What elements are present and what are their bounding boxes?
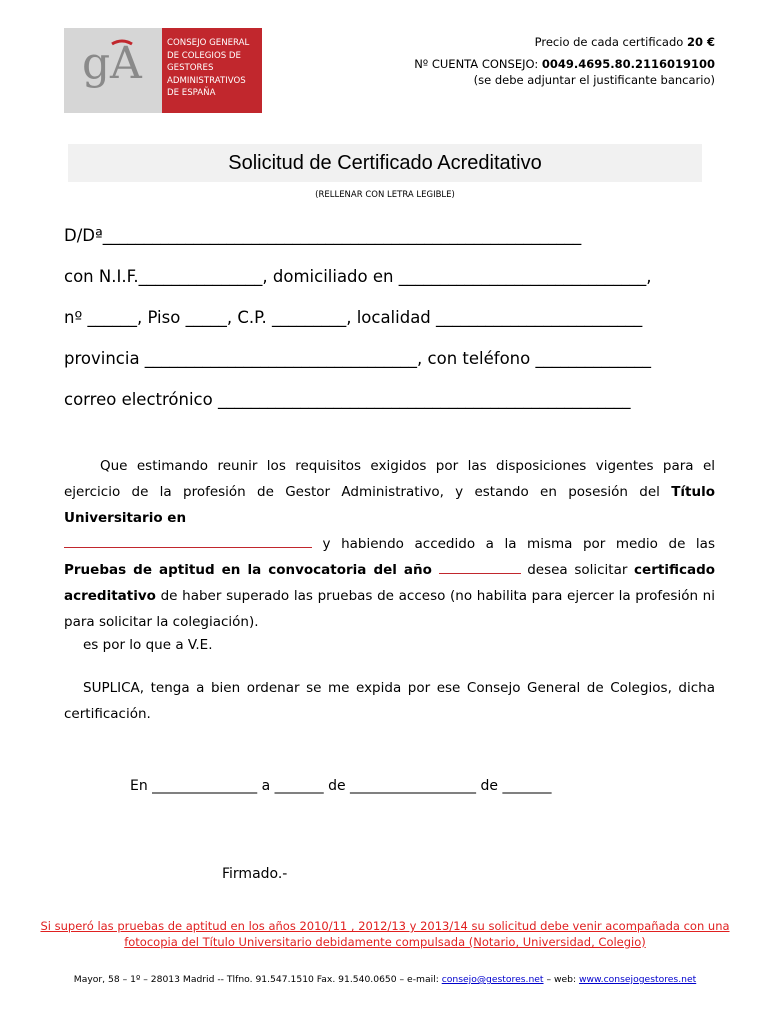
paragraph-text: Que estimando reunir los requisitos exigidos por las disposiciones vigentes para el ejercicio de la profesión de Gestor Administrativo, y estando en posesión del	[64, 458, 715, 500]
name-field-line[interactable]: D/Dª__________________________________________________________	[64, 226, 582, 245]
footer-email-link[interactable]: consejo@gestores.net	[441, 974, 544, 985]
supplica-paragraph: SUPLICA, tenga a bien ordenar se me expida por ese Consejo General de Colegios, dicha certificación.	[64, 680, 715, 722]
footer-web-link[interactable]: www.consejogestores.net	[578, 974, 697, 985]
paragraph-text: desea solicitar	[520, 562, 635, 578]
notice-line: fotocopia del Título Universitario debidamente compulsada (Notario, Universidad, Colegio)	[124, 935, 646, 949]
paragraph-text: y habiendo accedido a la misma por medio de las	[312, 536, 715, 552]
logo-line: DE ESPAÑA	[167, 88, 216, 99]
account-value: 0049.4695.80.2116019100	[541, 57, 715, 71]
svg-text:g: g	[82, 38, 111, 89]
logo-line: DE COLEGIOS DE	[167, 50, 241, 61]
request-paragraph	[64, 453, 715, 635]
year-blank[interactable]	[439, 559, 521, 574]
logo-line: ADMINISTRATIVOS	[167, 75, 246, 86]
logo-line: GESTORES	[167, 63, 214, 74]
logo-line: CONSEJO GENERAL	[167, 38, 250, 48]
paragraph-text: de haber superado las pruebas de acceso (no habilita para ejercer la profesión ni para solicitar la colegiación).	[64, 588, 715, 630]
page-title: Solicitud de Certificado Acreditativo	[68, 144, 702, 182]
account-note: (se debe adjuntar el justificante bancario)	[473, 73, 715, 87]
page-subtitle: (RELLENAR CON LETRA LEGIBLE)	[315, 190, 455, 200]
nif-address-line[interactable]: con N.I.F._______________, domiciliado en ______________________________,	[64, 267, 652, 286]
logo-mark-icon	[74, 30, 158, 110]
date-line[interactable]: En _______________ a _______ de __________________ de _______	[130, 778, 552, 794]
price-value: 20 €	[686, 35, 715, 49]
email-line[interactable]: correo electrónico __________________________________________________	[64, 390, 631, 409]
province-phone-line[interactable]: provincia _________________________________, con teléfono ______________	[64, 349, 651, 368]
footer-address: Mayor, 58 – 1º – 28013 Madrid -- Tlfno. 91.547.1510 Fax. 91.540.0650 – e-mail:	[73, 974, 442, 985]
signature-label: Firmado.-	[222, 866, 288, 882]
footer-web-label: – web:	[543, 974, 579, 985]
price-label: Precio de cada certificado	[534, 35, 684, 49]
account-label: Nº CUENTA CONSEJO:	[414, 57, 539, 71]
degree-blank[interactable]	[64, 533, 312, 548]
vow-text: es por lo que a V.E.	[83, 637, 213, 653]
price-info	[535, 35, 715, 49]
logo	[64, 28, 262, 113]
logo-text-block	[162, 28, 262, 113]
footer	[0, 974, 770, 985]
notice	[30, 918, 740, 950]
number-floor-cp-line[interactable]: nº ______, Piso _____, C.P. _________, localidad _________________________	[64, 308, 643, 327]
account-info	[414, 57, 715, 71]
svg-text:A: A	[110, 38, 142, 89]
degree-label: Título Universitario en	[64, 484, 715, 526]
exams-label: Pruebas de aptitud en la convocatoria del año	[64, 562, 432, 578]
certificate-label: certificado acreditativo	[64, 562, 716, 604]
notice-line: Si superó las pruebas de aptitud en los años 2010/11 , 2012/13 y 2013/14 su solicitud debe venir acompañada con una	[40, 919, 730, 933]
